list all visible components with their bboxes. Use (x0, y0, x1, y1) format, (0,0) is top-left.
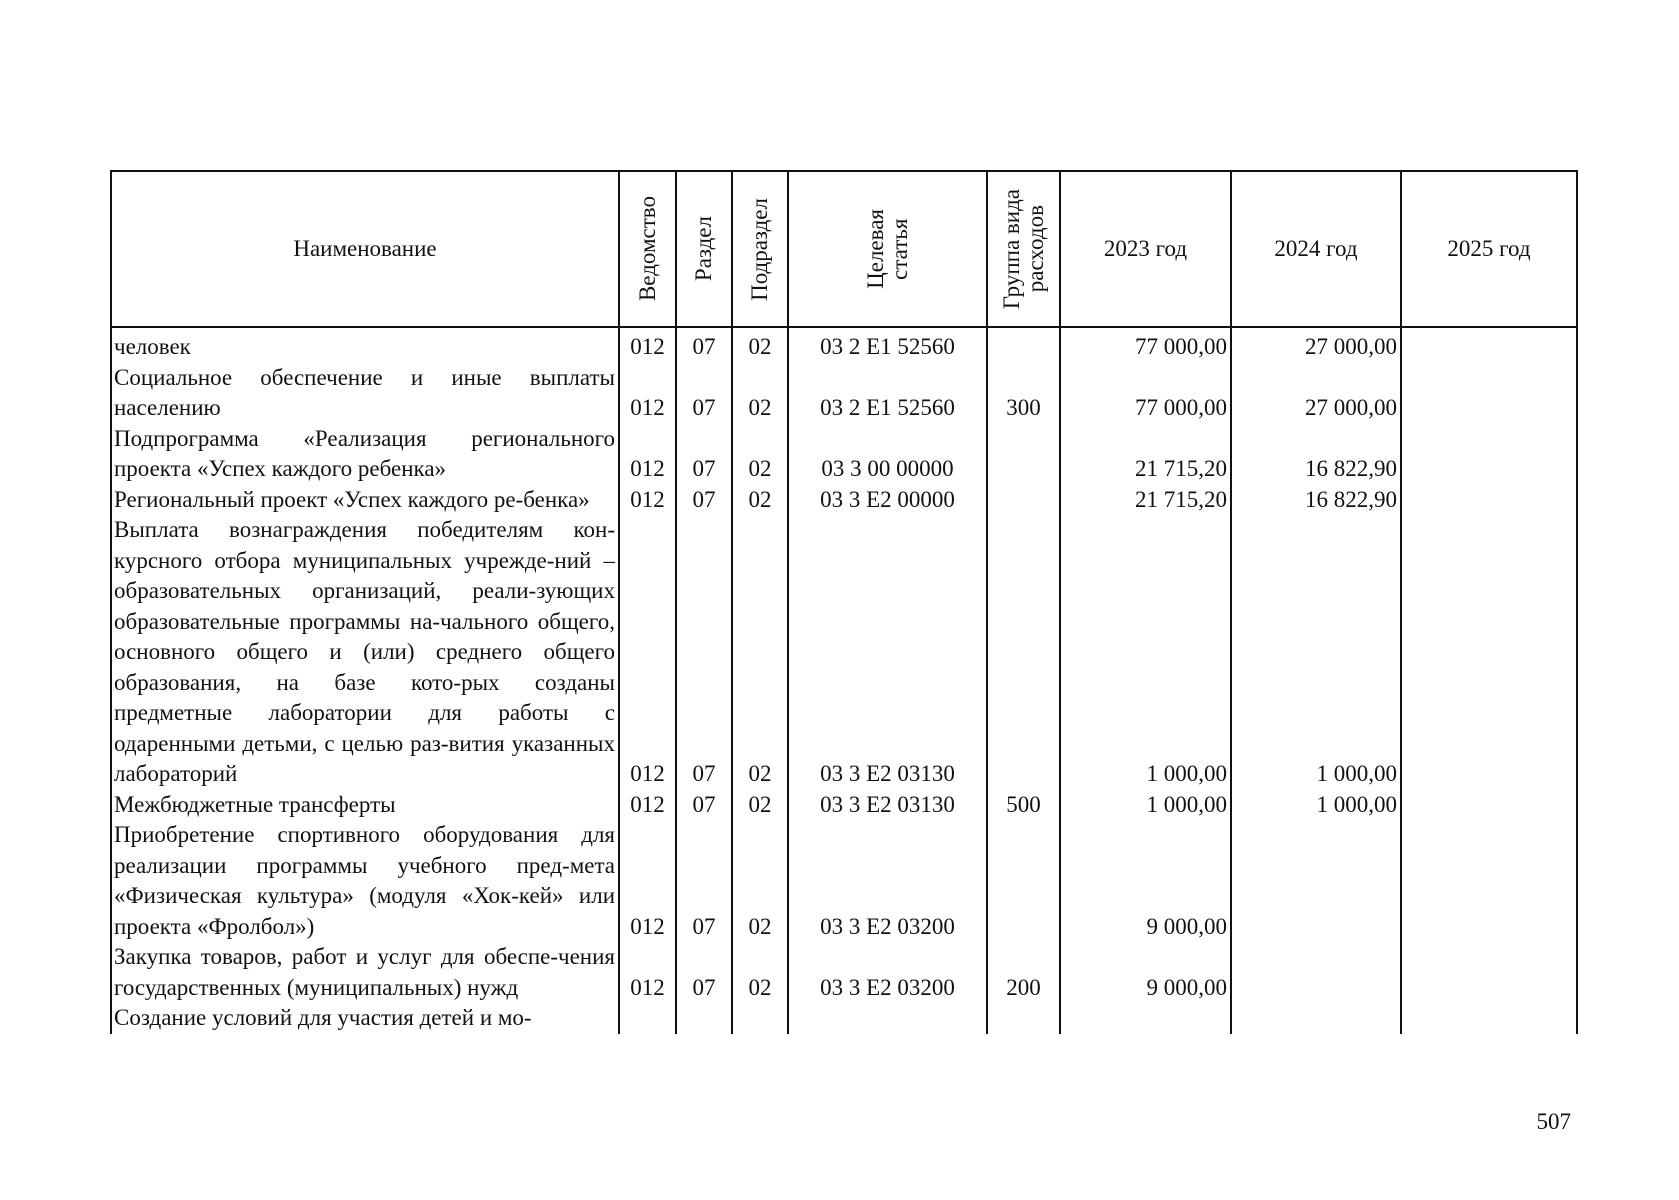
cell-podrazdel: 02 (732, 327, 788, 363)
header-2025: 2025 год (1401, 171, 1577, 327)
cell-2025 (1401, 363, 1577, 424)
cell-gruppa: 300 (987, 363, 1060, 424)
table-row (111, 327, 1577, 363)
header-2023: 2023 год (1060, 171, 1231, 327)
cell-celevaya-statya: 03 3 00 00000 (788, 424, 987, 485)
table-header-row (111, 171, 1577, 327)
cell-2023: 1 000,00 (1060, 790, 1231, 821)
cell-razdel: 07 (676, 424, 732, 485)
cell-razdel: 07 (676, 942, 732, 1003)
cell-podrazdel (732, 1003, 788, 1034)
table-row (111, 424, 1577, 485)
cell-gruppa (987, 485, 1060, 516)
cell-2023: 77 000,00 (1060, 363, 1231, 424)
cell-podrazdel: 02 (732, 485, 788, 516)
cell-celevaya-statya: 03 3 Е2 03200 (788, 942, 987, 1003)
cell-vedomstvo: 012 (619, 820, 676, 942)
cell-2024: 27 000,00 (1231, 327, 1401, 363)
cell-2025 (1401, 790, 1577, 821)
cell-2025 (1401, 515, 1577, 790)
cell-celevaya-statya: 03 2 Е1 52560 (788, 363, 987, 424)
cell-name: Подпрограмма «Реализация регионального проекта «Успех каждого ребенка» (111, 424, 619, 485)
cell-2024: 16 822,90 (1231, 485, 1401, 516)
cell-2023: 21 715,20 (1060, 424, 1231, 485)
table-row (111, 485, 1577, 516)
cell-celevaya-statya (788, 1003, 987, 1034)
cell-vedomstvo: 012 (619, 790, 676, 821)
cell-2024 (1231, 820, 1401, 942)
cell-celevaya-statya: 03 2 Е1 52560 (788, 327, 987, 363)
cell-2025 (1401, 942, 1577, 1003)
cell-vedomstvo: 012 (619, 424, 676, 485)
cell-2023 (1060, 1003, 1231, 1034)
budget-table (110, 170, 1578, 1034)
cell-2025 (1401, 424, 1577, 485)
cell-celevaya-statya: 03 3 Е2 03200 (788, 820, 987, 942)
table-row (111, 790, 1577, 821)
cell-2024: 1 000,00 (1231, 790, 1401, 821)
cell-podrazdel: 02 (732, 515, 788, 790)
cell-vedomstvo: 012 (619, 942, 676, 1003)
header-gruppa-vida-rashodov: Группа вида расходов (987, 171, 1060, 327)
cell-2023: 77 000,00 (1060, 327, 1231, 363)
cell-2024: 16 822,90 (1231, 424, 1401, 485)
cell-2024: 27 000,00 (1231, 363, 1401, 424)
cell-name: Закупка товаров, работ и услуг для обеспе-чения государственных (муниципальных) нужд (111, 942, 619, 1003)
table-row (111, 820, 1577, 942)
cell-vedomstvo: 012 (619, 363, 676, 424)
cell-vedomstvo (619, 1003, 676, 1034)
cell-podrazdel: 02 (732, 363, 788, 424)
cell-name: Социальное обеспечение и иные выплаты населению (111, 363, 619, 424)
cell-podrazdel: 02 (732, 820, 788, 942)
cell-name: человек (111, 327, 619, 363)
cell-2024: 1 000,00 (1231, 515, 1401, 790)
cell-vedomstvo: 012 (619, 485, 676, 516)
table-row (111, 515, 1577, 790)
cell-vedomstvo: 012 (619, 327, 676, 363)
cell-gruppa (987, 424, 1060, 485)
cell-razdel: 07 (676, 363, 732, 424)
cell-2023: 9 000,00 (1060, 942, 1231, 1003)
cell-razdel: 07 (676, 485, 732, 516)
cell-2025 (1401, 1003, 1577, 1034)
cell-name: Межбюджетные трансферты (111, 790, 619, 821)
cell-gruppa (987, 820, 1060, 942)
cell-razdel: 07 (676, 327, 732, 363)
cell-name: Создание условий для участия детей и мо- (111, 1003, 619, 1034)
cell-2023: 9 000,00 (1060, 820, 1231, 942)
cell-celevaya-statya: 03 3 Е2 03130 (788, 790, 987, 821)
cell-gruppa: 200 (987, 942, 1060, 1003)
cell-celevaya-statya: 03 3 Е2 03130 (788, 515, 987, 790)
cell-gruppa: 500 (987, 790, 1060, 821)
cell-podrazdel: 02 (732, 424, 788, 485)
cell-vedomstvo: 012 (619, 515, 676, 790)
header-podrazdel: Подраздел (732, 171, 788, 327)
cell-2023: 1 000,00 (1060, 515, 1231, 790)
cell-2025 (1401, 327, 1577, 363)
header-celevaya-statya: Целевая статья (788, 171, 987, 327)
cell-gruppa (987, 515, 1060, 790)
header-vedomstvo: Ведомство (619, 171, 676, 327)
cell-2023: 21 715,20 (1060, 485, 1231, 516)
cell-razdel: 07 (676, 790, 732, 821)
table-row (111, 363, 1577, 424)
cell-name: Выплата вознаграждения победителям кон-курсного отбора муниципальных учрежде-ний – образовательных организаций, реали-зующих образовательные программы на-чального общего, основного общего и (или) среднего общего образования, на базе кото-рых созданы предметные лаборатории для работы с одаренными детьми, с целью раз-вития указанных лабораторий (111, 515, 619, 790)
cell-razdel (676, 1003, 732, 1034)
table-row (111, 942, 1577, 1003)
cell-celevaya-statya: 03 3 Е2 00000 (788, 485, 987, 516)
cell-name: Приобретение спортивного оборудования для реализации программы учебного пред-мета «Физическая культура» (модуля «Хок-кей» или проекта «Фролбол») (111, 820, 619, 942)
cell-razdel: 07 (676, 820, 732, 942)
cell-2025 (1401, 485, 1577, 516)
cell-podrazdel: 02 (732, 942, 788, 1003)
header-name: Наименование (111, 171, 619, 327)
cell-gruppa (987, 327, 1060, 363)
cell-2024 (1231, 1003, 1401, 1034)
cell-name: Региональный проект «Успех каждого ре-бенка» (111, 485, 619, 516)
cell-razdel: 07 (676, 515, 732, 790)
cell-2025 (1401, 820, 1577, 942)
cell-2024 (1231, 942, 1401, 1003)
table-row (111, 1003, 1577, 1034)
cell-podrazdel: 02 (732, 790, 788, 821)
cell-gruppa (987, 1003, 1060, 1034)
header-2024: 2024 год (1231, 171, 1401, 327)
page-number: 507 (1536, 1109, 1571, 1134)
header-razdel: Раздел (676, 171, 732, 327)
